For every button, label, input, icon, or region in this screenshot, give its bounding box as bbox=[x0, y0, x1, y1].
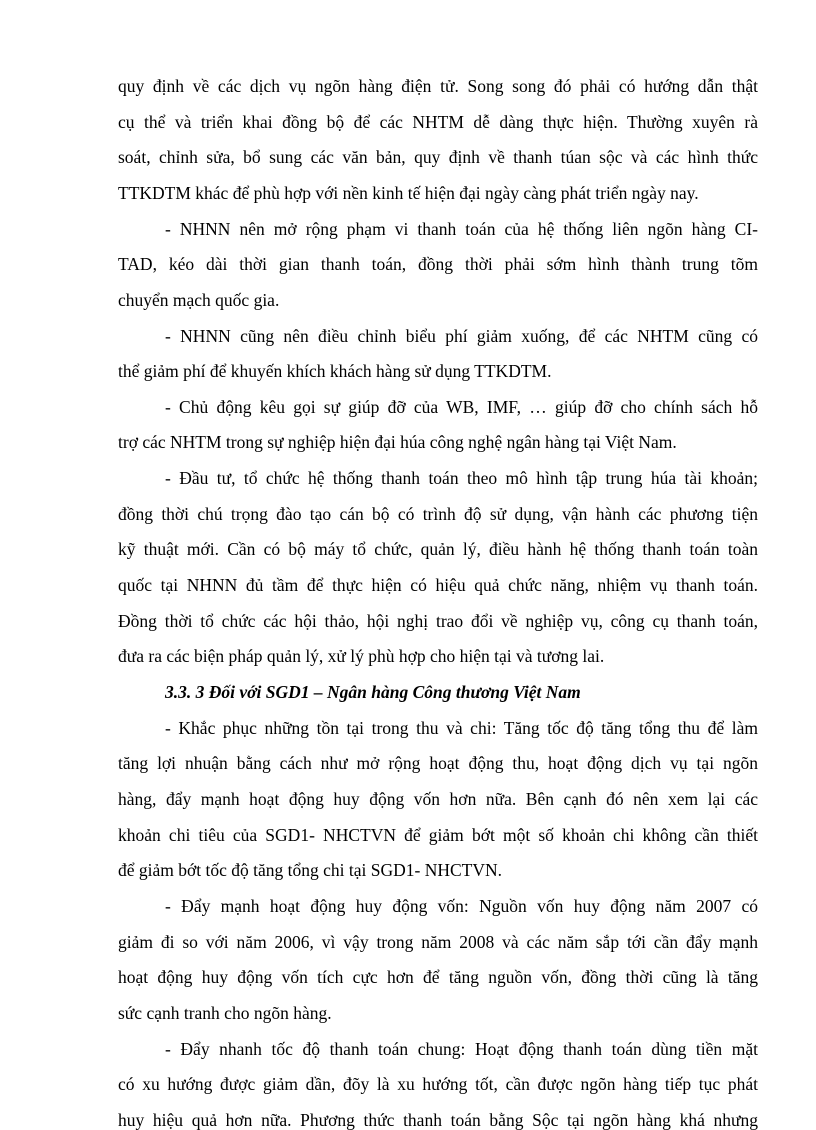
text-line: - Khắc phục những tồn tại trong thu và chi: Tăng tốc độ tăng tổng thu để làm bbox=[165, 718, 758, 738]
text-line: - Đẩy mạnh hoạt động huy động vốn: Nguồn vốn huy động năm 2007 có bbox=[165, 896, 758, 916]
text-line: huy hiệu quả hơn nữa. Phương thức thanh toán bằng Sộc tại ngõn hàng khá nhưng bbox=[118, 1110, 758, 1130]
section-heading: 3.3. 3 Đối với SGD1 – Ngân hàng Công thương Việt Nam bbox=[165, 682, 581, 702]
text-line: thể giảm phí để khuyến khích khách hàng sử dụng TTKDTM. bbox=[118, 361, 552, 381]
text-line: quốc tại NHNN đủ tầm để thực hiện có hiệu quả chức năng, nhiệm vụ thanh toán. bbox=[118, 575, 758, 595]
text-line: chuyển mạch quốc gia. bbox=[118, 290, 280, 310]
text-line: - Chủ động kêu gọi sự giúp đỡ của WB, IMF, … giúp đỡ cho chính sách hỗ bbox=[165, 397, 758, 417]
text-line: giảm đi so với năm 2006, vì vậy trong năm 2008 và các năm sắp tới cần đẩy mạnh bbox=[118, 932, 758, 952]
text-line: để giảm bớt tốc độ tăng tổng chi tại SGD1- NHCTVN. bbox=[118, 860, 502, 880]
text-line: hoạt động huy động vốn tích cực hơn để tăng nguồn vốn, đồng thời cũng là tăng bbox=[118, 967, 758, 987]
text-line: quy định về các dịch vụ ngõn hàng điện tử. Song song đó phải có hướng dẫn thật bbox=[118, 76, 758, 96]
text-line: soát, chỉnh sửa, bổ sung các văn bản, quy định về thanh túan sộc và các hình thức bbox=[118, 147, 758, 167]
text-line: tăng lợi nhuận bằng cách như mở rộng hoạt động thu, hoạt động dịch vụ tại ngõn bbox=[118, 753, 758, 773]
text-line: sức cạnh tranh cho ngõn hàng. bbox=[118, 1003, 332, 1023]
text-line: cụ thể và triển khai đồng bộ để các NHTM dễ dàng thực hiện. Thường xuyên rà bbox=[118, 112, 758, 132]
text-line: - Đẩy nhanh tốc độ thanh toán chung: Hoạt động thanh toán dùng tiền mặt bbox=[165, 1039, 758, 1059]
text-line: - NHNN cũng nên điều chỉnh biểu phí giảm xuống, để các NHTM cũng có bbox=[165, 326, 758, 346]
text-line: - NHNN nên mở rộng phạm vi thanh toán của hệ thống liên ngõn hàng CI- bbox=[165, 219, 758, 239]
text-line: trợ các NHTM trong sự nghiệp hiện đại húa công nghệ ngân hàng tại Việt Nam. bbox=[118, 432, 677, 452]
text-line: TAD, kéo dài thời gian thanh toán, đồng thời phải sớm hình thành trung tõm bbox=[118, 254, 758, 274]
text-line: đồng thời chú trọng đào tạo cán bộ có trình độ sử dụng, vận hành các phương tiện bbox=[118, 504, 758, 524]
text-line: hàng, đẩy mạnh hoạt động huy động vốn hơn nữa. Bên cạnh đó nên xem lại các bbox=[118, 789, 758, 809]
text-line: kỹ thuật mới. Cần có bộ máy tổ chức, quản lý, điều hành hệ thống thanh toán toàn bbox=[118, 539, 758, 559]
text-line: có xu hướng được giảm dần, đõy là xu hướng tốt, cần được ngõn hàng tiếp tục phát bbox=[118, 1074, 758, 1094]
text-line: - Đầu tư, tổ chức hệ thống thanh toán theo mô hình tập trung húa tài khoản; bbox=[165, 468, 758, 488]
text-line: khoản chi tiêu của SGD1- NHCTVN để giảm bớt một số khoản chi không cần thiết bbox=[118, 825, 758, 845]
text-line: đưa ra các biện pháp quản lý, xử lý phù hợp cho hiện tại và tương lai. bbox=[118, 646, 605, 666]
text-line: Đồng thời tổ chức các hội thảo, hội nghị trao đổi về nghiệp vụ, công cụ thanh toán, bbox=[118, 611, 758, 631]
text-line: TTKDTM khác để phù hợp với nền kinh tế hiện đại ngày càng phát triển ngày nay. bbox=[118, 183, 699, 203]
